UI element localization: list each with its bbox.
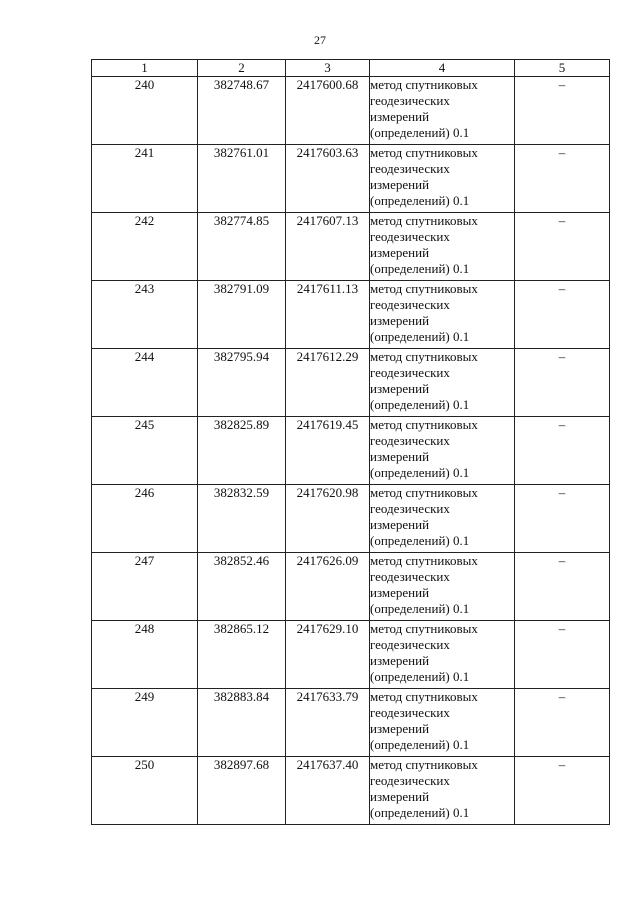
point-number: 242 — [92, 213, 198, 281]
y-coordinate: 2417600.68 — [286, 77, 370, 145]
method-line: измерений — [370, 109, 430, 124]
method-line: измерений — [370, 789, 430, 804]
method-line: (определений) 0.1 — [370, 669, 470, 684]
point-number: 246 — [92, 485, 198, 553]
note-cell: – — [515, 417, 610, 485]
point-number: 247 — [92, 553, 198, 621]
method-line: измерений — [370, 585, 430, 600]
note-cell: – — [515, 77, 610, 145]
method-cell — [370, 621, 515, 689]
x-coordinate: 382852.46 — [198, 553, 286, 621]
column-header-3: 3 — [286, 60, 370, 77]
method-line: геодезических — [370, 501, 450, 516]
method-line: измерений — [370, 313, 430, 328]
note-cell: – — [515, 757, 610, 825]
method-line: измерений — [370, 449, 430, 464]
method-cell — [370, 757, 515, 825]
method-line: метод спутниковых — [370, 553, 478, 568]
page-number: 27 — [314, 33, 326, 47]
point-number: 248 — [92, 621, 198, 689]
note-cell: – — [515, 349, 610, 417]
method-line: метод спутниковых — [370, 281, 478, 296]
table-row — [92, 281, 610, 349]
method-line: (определений) 0.1 — [370, 601, 470, 616]
method-line: (определений) 0.1 — [370, 261, 470, 276]
method-line: метод спутниковых — [370, 689, 478, 704]
x-coordinate: 382748.67 — [198, 77, 286, 145]
y-coordinate: 2417611.13 — [286, 281, 370, 349]
table-row — [92, 689, 610, 757]
table-header-row — [92, 60, 610, 77]
x-coordinate: 382897.68 — [198, 757, 286, 825]
method-line: метод спутниковых — [370, 757, 478, 772]
method-line: геодезических — [370, 365, 450, 380]
method-line: геодезических — [370, 637, 450, 652]
y-coordinate: 2417603.63 — [286, 145, 370, 213]
method-cell — [370, 553, 515, 621]
point-number: 240 — [92, 77, 198, 145]
method-line: геодезических — [370, 433, 450, 448]
method-line: измерений — [370, 381, 430, 396]
table-row — [92, 553, 610, 621]
method-line: (определений) 0.1 — [370, 329, 470, 344]
method-line: геодезических — [370, 161, 450, 176]
y-coordinate: 2417607.13 — [286, 213, 370, 281]
note-cell: – — [515, 621, 610, 689]
method-cell — [370, 77, 515, 145]
method-cell — [370, 281, 515, 349]
x-coordinate: 382865.12 — [198, 621, 286, 689]
table-row — [92, 77, 610, 145]
point-number: 241 — [92, 145, 198, 213]
method-line: метод спутниковых — [370, 621, 478, 636]
y-coordinate: 2417629.10 — [286, 621, 370, 689]
note-cell: – — [515, 553, 610, 621]
table-row — [92, 485, 610, 553]
point-number: 244 — [92, 349, 198, 417]
note-cell: – — [515, 281, 610, 349]
method-cell — [370, 689, 515, 757]
table-row — [92, 757, 610, 825]
point-number: 245 — [92, 417, 198, 485]
method-line: (определений) 0.1 — [370, 193, 470, 208]
note-cell: – — [515, 689, 610, 757]
point-number: 249 — [92, 689, 198, 757]
y-coordinate: 2417612.29 — [286, 349, 370, 417]
method-line: (определений) 0.1 — [370, 805, 470, 820]
table-row — [92, 349, 610, 417]
method-line: измерений — [370, 653, 430, 668]
method-line: геодезических — [370, 705, 450, 720]
y-coordinate: 2417637.40 — [286, 757, 370, 825]
column-header-4: 4 — [370, 60, 515, 77]
method-line: измерений — [370, 721, 430, 736]
method-line: геодезических — [370, 297, 450, 312]
x-coordinate: 382832.59 — [198, 485, 286, 553]
y-coordinate: 2417633.79 — [286, 689, 370, 757]
table-row — [92, 213, 610, 281]
method-line: метод спутниковых — [370, 485, 478, 500]
x-coordinate: 382774.85 — [198, 213, 286, 281]
method-cell — [370, 485, 515, 553]
point-number: 243 — [92, 281, 198, 349]
table-row — [92, 417, 610, 485]
method-line: метод спутниковых — [370, 417, 478, 432]
y-coordinate: 2417626.09 — [286, 553, 370, 621]
method-line: (определений) 0.1 — [370, 125, 470, 140]
method-line: геодезических — [370, 569, 450, 584]
column-header-2: 2 — [198, 60, 286, 77]
method-cell — [370, 417, 515, 485]
x-coordinate: 382791.09 — [198, 281, 286, 349]
method-cell — [370, 213, 515, 281]
method-line: геодезических — [370, 773, 450, 788]
method-line: геодезических — [370, 229, 450, 244]
x-coordinate: 382761.01 — [198, 145, 286, 213]
note-cell: – — [515, 213, 610, 281]
method-line: измерений — [370, 245, 430, 260]
note-cell: – — [515, 145, 610, 213]
method-line: метод спутниковых — [370, 213, 478, 228]
x-coordinate: 382825.89 — [198, 417, 286, 485]
method-line: (определений) 0.1 — [370, 533, 470, 548]
method-line: геодезических — [370, 93, 450, 108]
method-line: (определений) 0.1 — [370, 465, 470, 480]
y-coordinate: 2417619.45 — [286, 417, 370, 485]
method-line: (определений) 0.1 — [370, 737, 470, 752]
x-coordinate: 382883.84 — [198, 689, 286, 757]
coordinates-table — [91, 59, 610, 825]
method-cell — [370, 349, 515, 417]
method-line: (определений) 0.1 — [370, 397, 470, 412]
method-line: измерений — [370, 517, 430, 532]
method-cell — [370, 145, 515, 213]
method-line: метод спутниковых — [370, 145, 478, 160]
method-line: измерений — [370, 177, 430, 192]
column-header-5: 5 — [515, 60, 610, 77]
x-coordinate: 382795.94 — [198, 349, 286, 417]
table-row — [92, 145, 610, 213]
point-number: 250 — [92, 757, 198, 825]
method-line: метод спутниковых — [370, 77, 478, 92]
method-line: метод спутниковых — [370, 349, 478, 364]
y-coordinate: 2417620.98 — [286, 485, 370, 553]
note-cell: – — [515, 485, 610, 553]
table-row — [92, 621, 610, 689]
column-header-1: 1 — [92, 60, 198, 77]
